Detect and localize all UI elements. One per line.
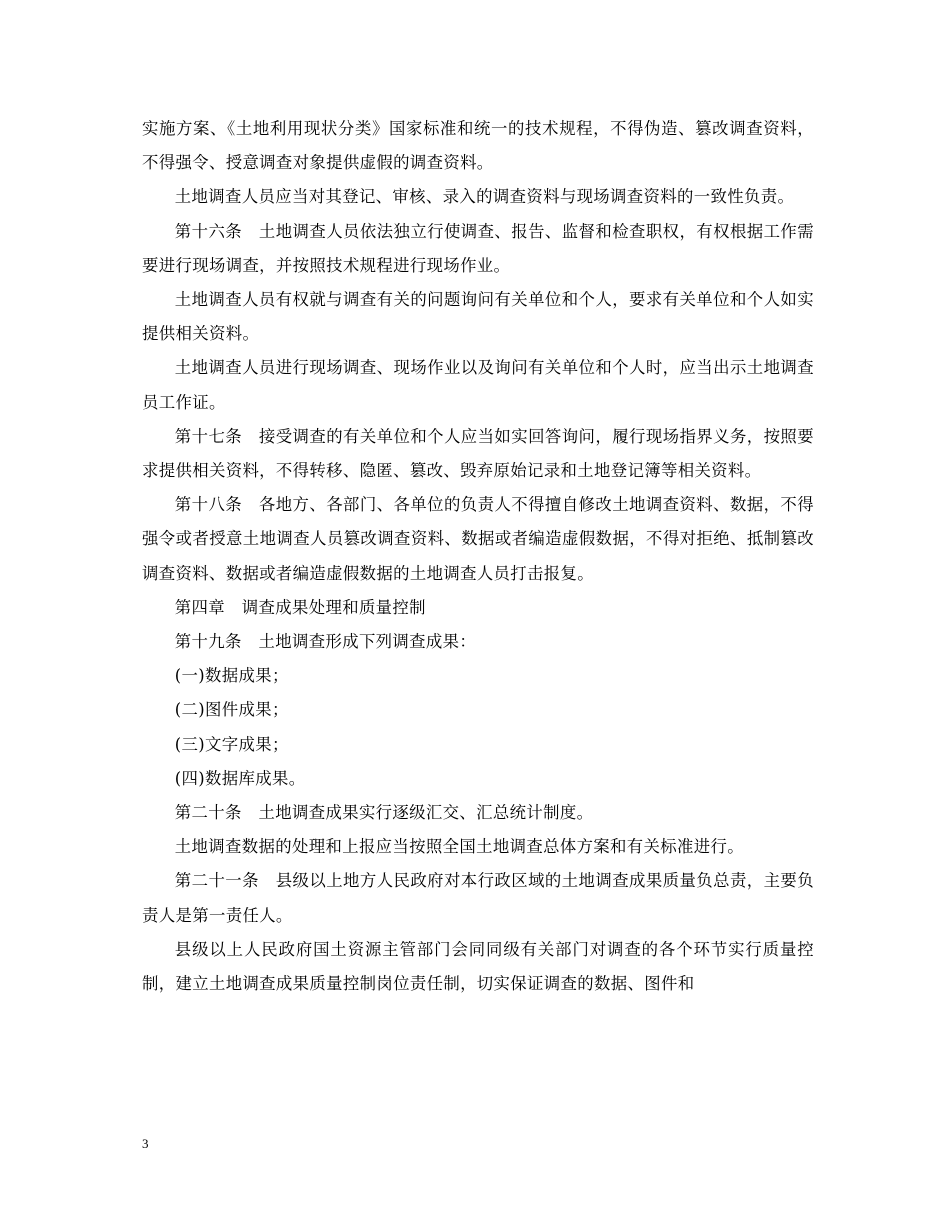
article-18: 第十八条 各地方、各部门、各单位的负责人不得擅自修改土地调查资料、数据，不得强令或者授意土地调查人员篡改调查资料、数据或者编造虚假数据，不得对拒绝、抵制篡改调查资料、数据或者编造虚假数据的土地调查人员打击报复。 [142,495,814,583]
paragraph: 土地调查人员进行现场调查、现场作业以及询问有关单位和个人时，应当出示土地调查员工作证。 [142,358,814,412]
document-body [142,112,814,1001]
list-item: (二)图件成果； [174,700,289,720]
list-item: (一)数据成果； [174,666,289,686]
paragraph: 土地调查人员应当对其登记、审核、录入的调查资料与现场调查资料的一致性负责。 [174,187,795,207]
paragraph: 实施方案、《土地利用现状分类》国家标准和统一的技术规程，不得伪造、篡改调查资料，不得强令、授意调查对象提供虚假的调查资料。 [142,119,814,173]
paragraph: 土地调查数据的处理和上报应当按照全国土地调查总体方案和有关标准进行。 [174,837,744,857]
article-16: 第十六条 土地调查人员依法独立行使调查、报告、监督和检查职权，有权根据工作需要进行现场调查，并按照技术规程进行现场作业。 [142,221,814,275]
paragraph: 县级以上人民政府国土资源主管部门会同同级有关部门对调查的各个环节实行质量控制，建立土地调查成果质量控制岗位责任制，切实保证调查的数据、图件和 [142,939,814,994]
article-21: 第二十一条 县级以上地方人民政府对本行政区域的土地调查成果质量负总责，主要负责人是第一责任人。 [142,871,814,925]
chapter-heading: 第四章 调查成果处理和质量控制 [174,597,426,617]
page-number: 3 [142,1136,149,1151]
list-item: (四)数据库成果。 [174,768,306,788]
paragraph: 土地调查人员有权就与调查有关的问题询问有关单位和个人，要求有关单位和个人如实提供相关资料。 [142,290,814,344]
list-item: (三)文字成果； [174,734,289,754]
article-17: 第十七条 接受调查的有关单位和个人应当如实回答询问，履行现场指界义务，按照要求提供相关资料，不得转移、隐匿、篡改、毁弃原始记录和土地登记簿等相关资料。 [142,426,814,481]
article-20: 第二十条 土地调查成果实行逐级汇交、汇总统计制度。 [174,803,594,823]
article-19: 第十九条 土地调查形成下列调查成果： [174,632,477,652]
